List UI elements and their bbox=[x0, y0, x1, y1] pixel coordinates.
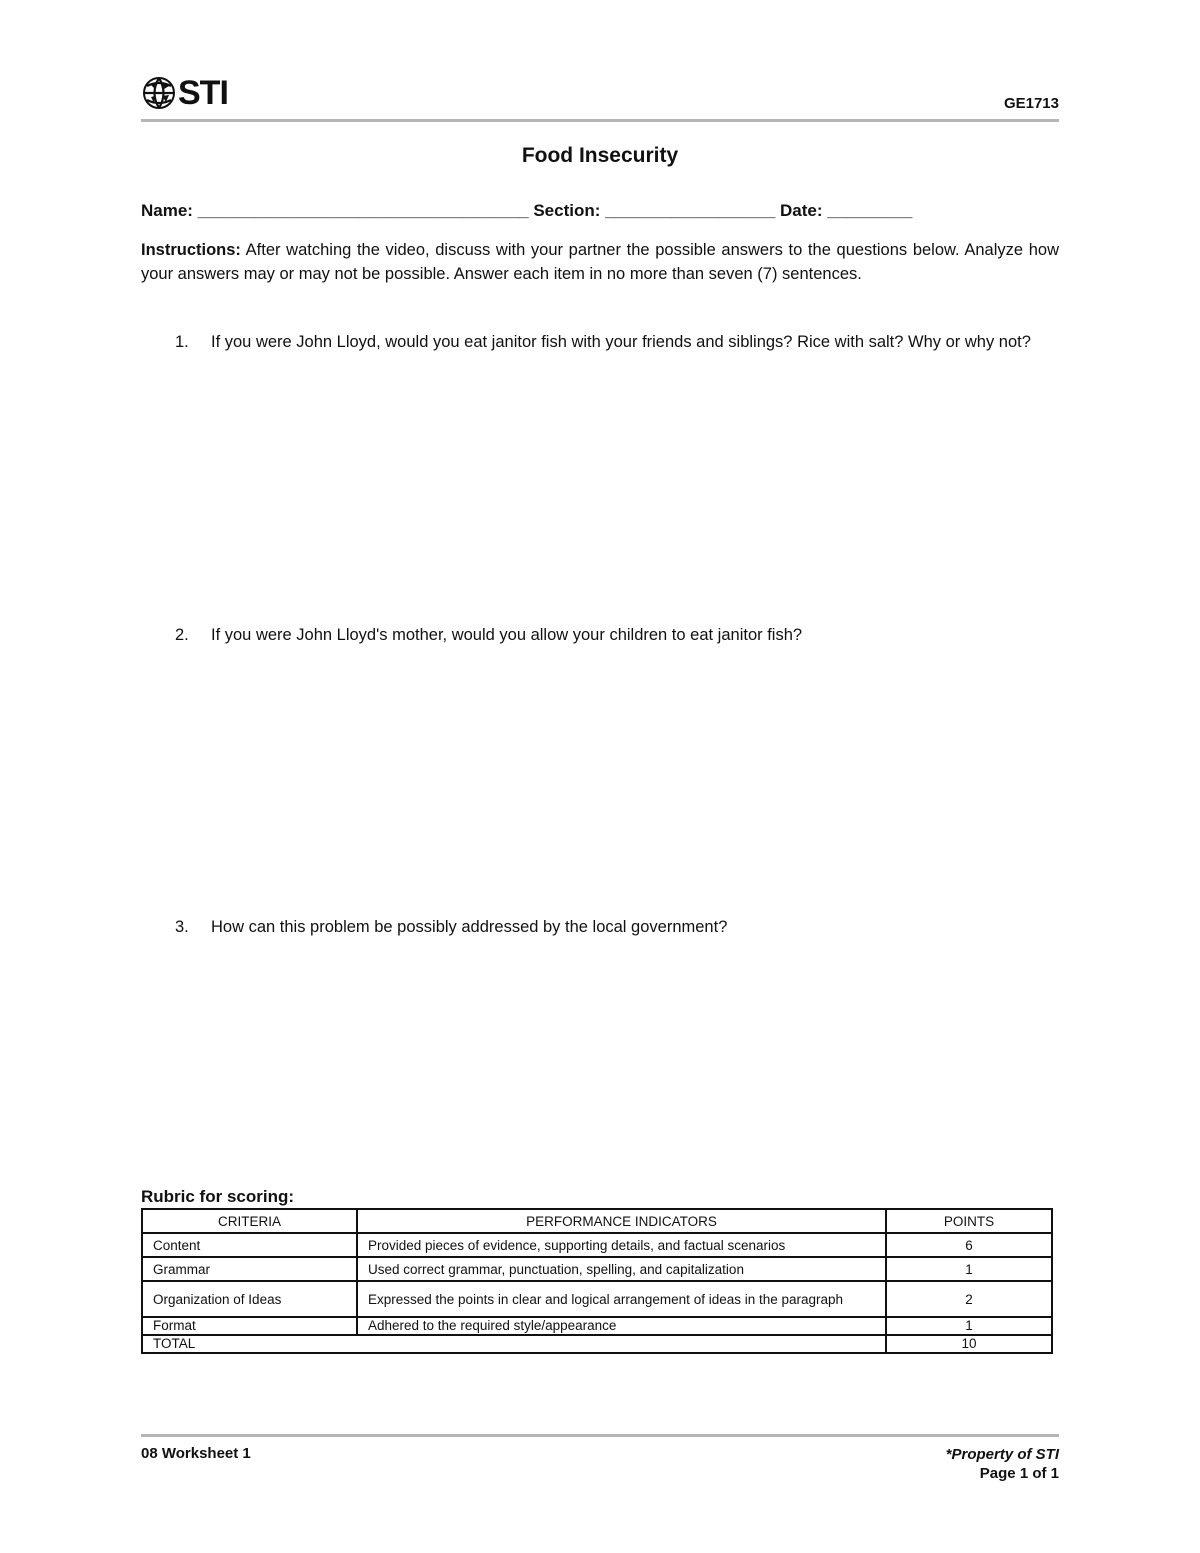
instructions-label: Instructions: bbox=[141, 241, 241, 259]
criteria-cell: Format bbox=[142, 1317, 357, 1335]
student-info-line: Name: ___________________________________ Section: __________________ Date: _________ bbox=[141, 201, 913, 220]
rubric-header-row bbox=[142, 1209, 1052, 1233]
points-cell: 1 bbox=[886, 1317, 1052, 1335]
question-3 bbox=[175, 916, 1045, 939]
question-number: 1. bbox=[175, 333, 189, 351]
logo-text: STI bbox=[178, 74, 228, 112]
indicators-header: PERFORMANCE INDICATORS bbox=[357, 1209, 886, 1233]
property-notice: *Property of STI bbox=[945, 1446, 1059, 1463]
points-header: POINTS bbox=[886, 1209, 1052, 1233]
rubric-label: Rubric for scoring: bbox=[141, 1187, 295, 1206]
question-text: If you were John Lloyd, would you eat janitor fish with your friends and siblings? Rice with salt? Why or why not? bbox=[211, 333, 1031, 351]
criteria-cell: Grammar bbox=[142, 1257, 357, 1281]
points-cell: 6 bbox=[886, 1233, 1052, 1257]
indicator-cell: Expressed the points in clear and logical arrangement of ideas in the paragraph bbox=[357, 1281, 886, 1317]
instructions bbox=[141, 239, 1059, 286]
question-2 bbox=[175, 624, 1045, 647]
total-label: TOTAL bbox=[142, 1335, 886, 1353]
worksheet-label: 08 Worksheet 1 bbox=[141, 1445, 251, 1462]
question-text: If you were John Lloyd's mother, would you allow your children to eat janitor fish? bbox=[211, 626, 803, 644]
total-row bbox=[142, 1335, 1052, 1353]
table-row bbox=[142, 1317, 1052, 1335]
course-code: GE1713 bbox=[1003, 95, 1059, 112]
sti-logo bbox=[142, 76, 228, 110]
question-number: 2. bbox=[175, 626, 189, 644]
question-text: How can this problem be possibly addressed by the local government? bbox=[211, 918, 728, 936]
points-cell: 1 bbox=[886, 1257, 1052, 1281]
page-title: Food Insecurity bbox=[521, 144, 679, 167]
indicator-cell: Adhered to the required style/appearance bbox=[357, 1317, 886, 1335]
table-row bbox=[142, 1281, 1052, 1317]
criteria-header: CRITERIA bbox=[142, 1209, 357, 1233]
indicator-cell: Provided pieces of evidence, supporting details, and factual scenarios bbox=[357, 1233, 886, 1257]
question-number: 3. bbox=[175, 918, 189, 936]
globe-icon bbox=[142, 76, 176, 110]
footer-divider bbox=[141, 1434, 1059, 1437]
criteria-cell: Organization of Ideas bbox=[142, 1281, 357, 1317]
instructions-text: After watching the video, discuss with your partner the possible answers to the questions below. Analyze how your answers may or may not be possible. Answer each item in no more than seven (7) sentences. bbox=[141, 241, 1059, 283]
criteria-cell: Content bbox=[142, 1233, 357, 1257]
rubric-table bbox=[141, 1208, 1053, 1354]
total-points: 10 bbox=[886, 1335, 1052, 1353]
points-cell: 2 bbox=[886, 1281, 1052, 1317]
header-divider bbox=[141, 119, 1059, 122]
question-1 bbox=[175, 331, 1045, 354]
table-row bbox=[142, 1257, 1052, 1281]
indicator-cell: Used correct grammar, punctuation, spelling, and capitalization bbox=[357, 1257, 886, 1281]
footer-right bbox=[946, 1445, 1059, 1483]
table-row bbox=[142, 1233, 1052, 1257]
page-number: Page 1 of 1 bbox=[979, 1465, 1059, 1482]
